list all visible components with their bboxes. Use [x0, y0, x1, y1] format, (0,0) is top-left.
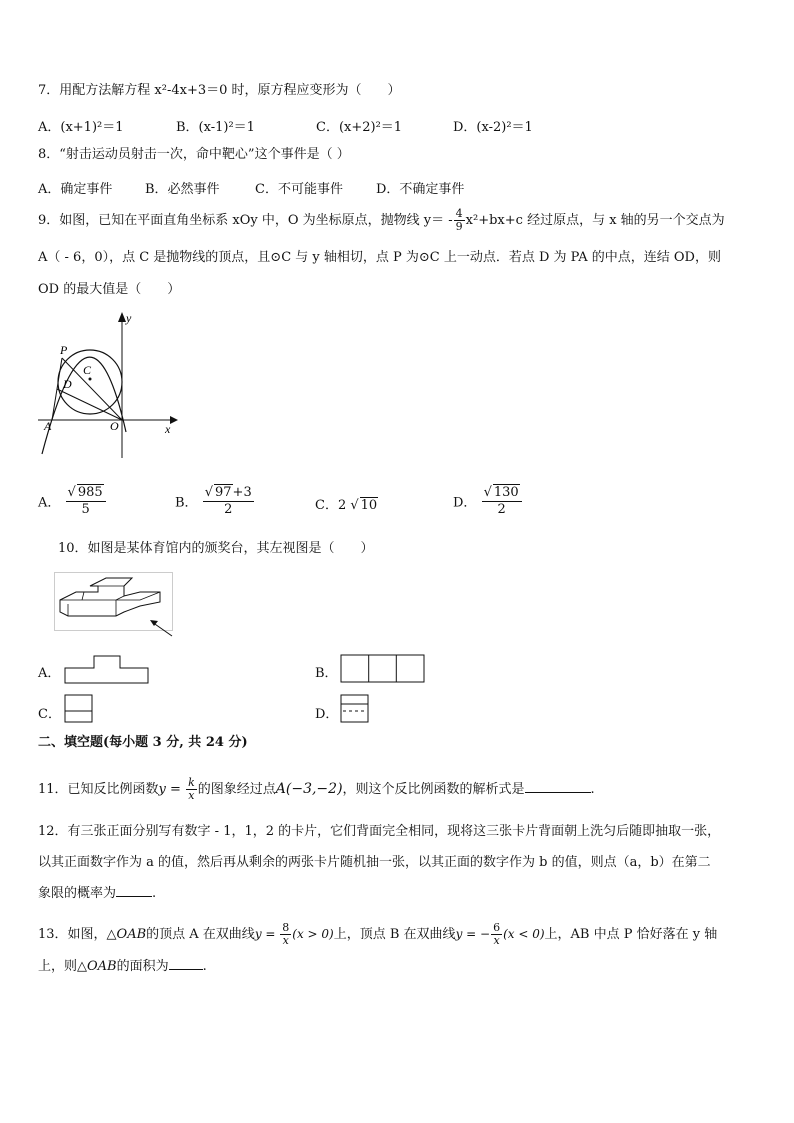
q10-option-c-figure	[64, 694, 94, 724]
q11-eq: =	[165, 782, 186, 797]
q9-option-d-den: 2	[497, 502, 506, 517]
q11-fraction	[186, 777, 197, 802]
q12-line3	[38, 886, 156, 902]
q11-answer-blank[interactable]	[525, 792, 591, 793]
q12-line1: 12．有三张正面分别写有数字 - 1，1，2 的卡片，它们背面完全相同，现将这三张卡片背面朝上洗匀后随即抽取一张，	[38, 824, 721, 839]
q13-cond1: (x > 0)	[292, 927, 334, 941]
q13-text-a: 13．如图，	[38, 927, 107, 942]
q13-text-c: 上，顶点 B 在双曲线	[333, 927, 456, 942]
q13-f2-den: x	[493, 934, 500, 947]
q11-y: y	[158, 782, 166, 797]
q9-option-c-radicand: 10	[360, 498, 378, 513]
q9-frac-den: 9	[455, 220, 463, 233]
label-x: x	[165, 422, 171, 436]
q10-stem: 10．如图是某体育馆内的颁奖台，其左视图是（ ）	[58, 541, 374, 556]
q10-option-a-figure	[64, 652, 150, 684]
q11-text-b: 的图象经过点	[197, 782, 276, 797]
vertex-c-point	[89, 378, 92, 381]
q10-option-d-label: D．	[315, 707, 339, 722]
q8-option-b: B．必然事件	[145, 182, 220, 197]
q13-y2: y = −	[455, 927, 491, 941]
x-axis-arrow-icon	[170, 416, 178, 424]
label-o: O	[110, 419, 119, 433]
q13-fraction-1	[280, 922, 291, 947]
q7-stem: 7．用配方法解方程 x²-4x+3＝0 时，原方程应变形为（ ）	[38, 83, 401, 98]
q9-line2: A（ - 6，0），点 C 是抛物线的顶点，且⊙C 与 y 轴相切，点 P 为⊙C 上一动点．若点 D 为 PA 的中点，连结 OD，则	[38, 250, 721, 265]
q11-line	[38, 777, 595, 802]
q13-line1	[38, 922, 717, 947]
q9-option-c-letter: C．	[315, 498, 338, 513]
y-axis-arrow-icon	[118, 312, 126, 322]
q10-option-c-label: C．	[38, 707, 61, 722]
q13-triangle: △OAB	[106, 927, 147, 942]
q13-f2-num: 6	[493, 921, 501, 934]
q9-option-a-letter: A．	[38, 495, 61, 511]
q13-line2-a: 上，则	[38, 959, 78, 974]
q13-text-d: 上，AB 中点 P 恰好落在 y 轴	[544, 927, 718, 942]
q13-line2	[38, 959, 207, 975]
q9-option-b-radicand: 97	[215, 485, 232, 500]
q8-option-d: D．不确定事件	[376, 182, 465, 197]
label-a: A	[44, 419, 52, 433]
q8-option-c: C．不可能事件	[255, 182, 343, 197]
q13-fraction-2	[491, 922, 502, 947]
q9-option-a-radicand: 985	[77, 485, 103, 500]
label-c: C	[83, 363, 92, 377]
q12-line2: 以其正面数字作为 a 的值，然后再从剩余的两张卡片随机抽一张，以其正面的数字作为 b 的值，则点（a，b）在第二	[38, 855, 711, 870]
q9-frac-num: 4	[455, 207, 463, 220]
q11-end: .	[590, 782, 595, 797]
q13-answer-blank[interactable]	[169, 969, 203, 970]
q9-option-b-den: 2	[224, 502, 233, 517]
q11-frac-num: k	[188, 776, 195, 789]
q10-option-b-figure	[340, 654, 426, 684]
q13-end: .	[202, 959, 207, 974]
q9-option-d-radicand: 130	[493, 485, 519, 500]
q13-cond2: (x < 0)	[503, 927, 545, 941]
q9-option-b	[175, 484, 255, 518]
q9-option-b-letter: B．	[175, 495, 198, 511]
q9-option-b-extra: +3	[232, 485, 252, 500]
q13-f1-den: x	[282, 934, 289, 947]
q11-text-c: ，则这个反比例函数的解析式是	[342, 782, 525, 797]
q9-option-a-den: 5	[81, 502, 90, 517]
q13-triangle-2: △OAB	[77, 959, 117, 974]
label-y: y	[126, 311, 132, 325]
q7-option-c: C．(x+2)²＝1	[316, 120, 403, 135]
section2-title: 二、填空题(每小题 3 分, 共 24 分)	[38, 735, 248, 750]
q9-option-d-frac: $\frac{√ 130}{2}$	[482, 484, 522, 518]
q9-line1-b: x²+bx+c 经过原点，与 x 轴的另一个交点为	[465, 213, 725, 228]
q9-fraction	[454, 208, 465, 233]
label-p: P	[60, 343, 68, 357]
q13-y1: y =	[254, 927, 280, 941]
q7-option-b: B．(x-1)²＝1	[176, 120, 255, 135]
q9-line3: OD 的最大值是（ ）	[38, 282, 181, 297]
q9-option-a	[38, 484, 107, 518]
q9-line1	[38, 208, 725, 233]
q9-line1-a: 9．如图，已知在平面直角坐标系 xOy 中，O 为坐标原点，抛物线 y＝ -	[38, 213, 453, 228]
q9-figure	[36, 308, 186, 463]
q9-option-a-frac: $\frac{√ 985}{5}$	[66, 484, 106, 518]
q9-option-c: C．2 √ 10	[315, 498, 378, 513]
q10-option-b-label: B．	[315, 666, 338, 681]
q9-option-c-coef: 2	[337, 498, 347, 513]
q9-option-d	[453, 484, 523, 518]
q8-option-a: A．确定事件	[38, 182, 113, 197]
q13-line2-b: 的面积为	[116, 959, 169, 974]
q13-f1-num: 8	[282, 921, 290, 934]
q7-option-d: D．(x-2)²＝1	[453, 120, 533, 135]
q11-text-a: 11．已知反比例函数	[38, 782, 159, 797]
q9-option-d-letter: D．	[453, 495, 477, 511]
q10-option-d-figure	[340, 694, 370, 724]
q11-frac-den: x	[188, 789, 195, 802]
q7-option-a: A．(x+1)²＝1	[38, 120, 124, 135]
q8-stem: 8．“射击运动员射击一次，命中靶心”这个事件是（ ）	[38, 147, 350, 162]
q11-point: A(−3,−2)	[275, 781, 343, 797]
q12-end: .	[152, 886, 157, 901]
q12-text-a: 象限的概率为	[38, 886, 117, 901]
q12-answer-blank[interactable]	[116, 896, 152, 897]
label-d: D	[63, 377, 72, 391]
q9-option-b-frac: $\frac{√ 97+3}{2}$	[204, 485, 252, 517]
q10-podium-figure	[54, 572, 176, 638]
q10-option-a-label: A．	[38, 666, 61, 681]
q13-text-b: 的顶点 A 在双曲线	[146, 927, 255, 942]
